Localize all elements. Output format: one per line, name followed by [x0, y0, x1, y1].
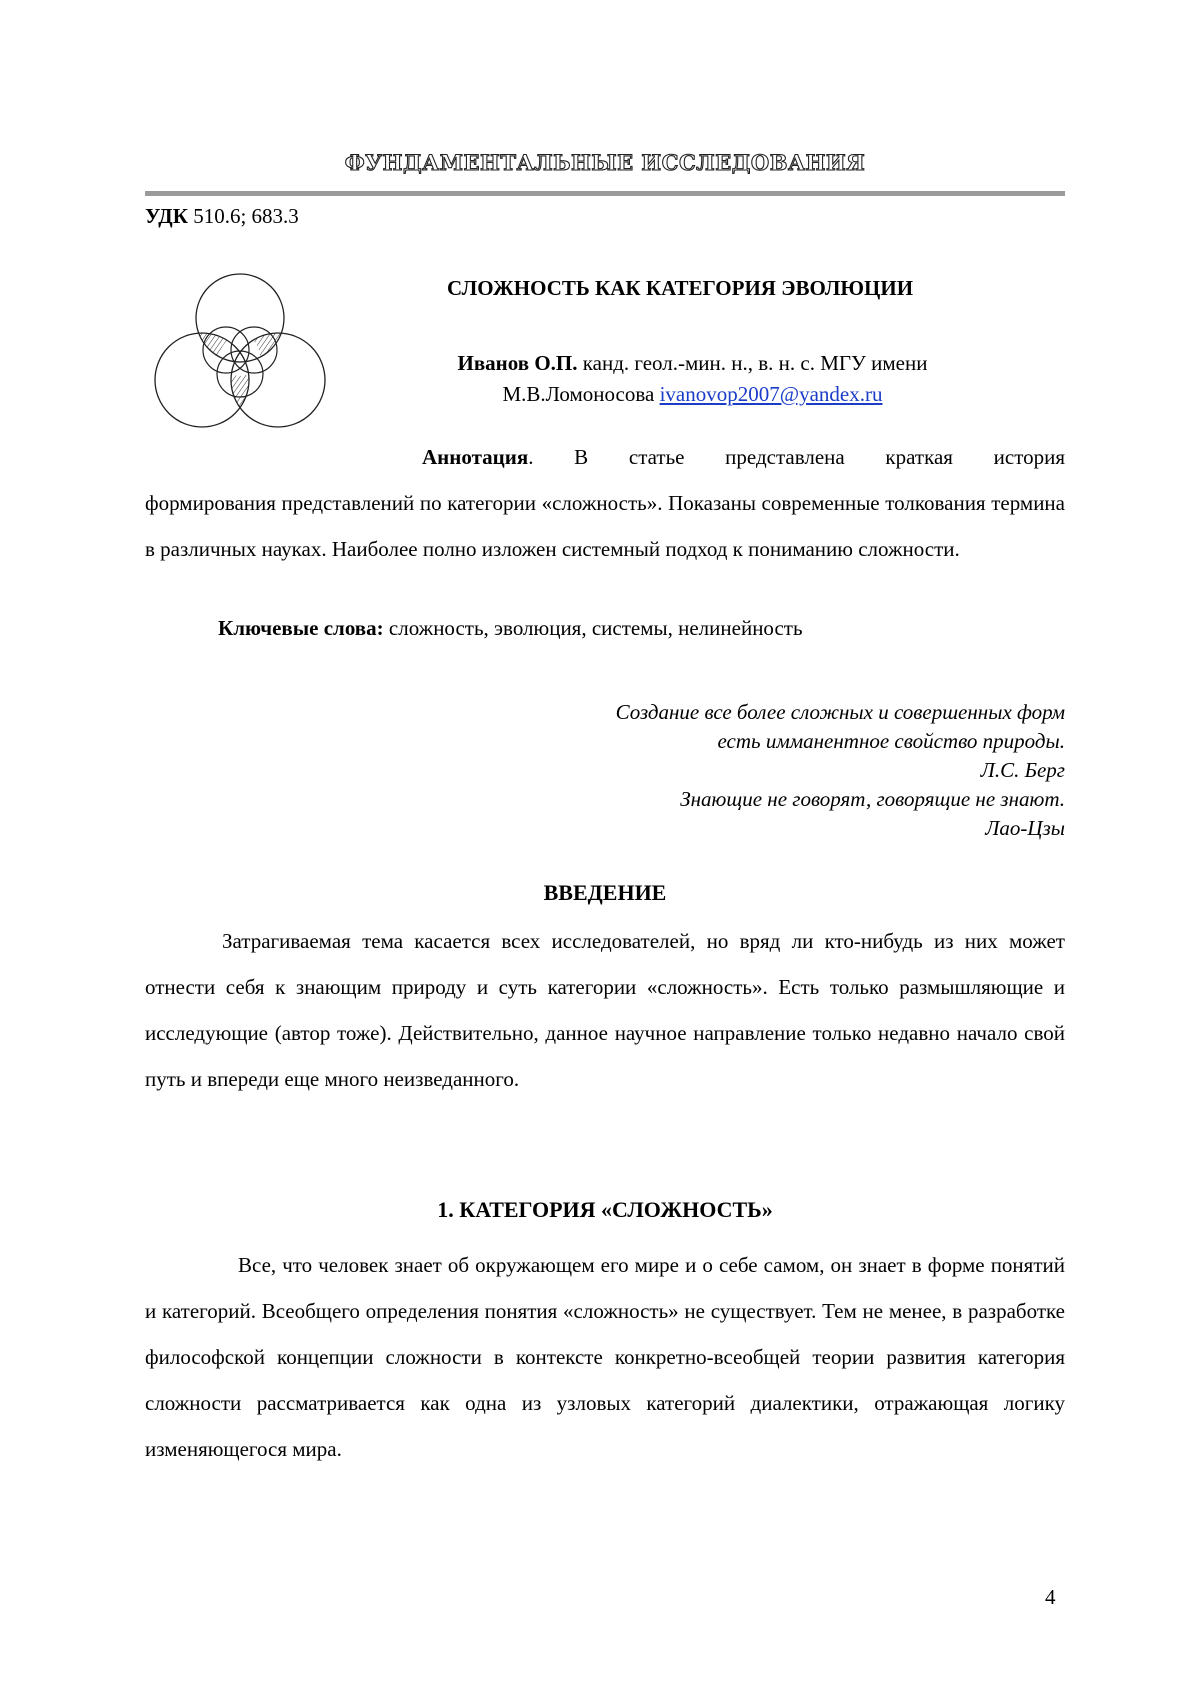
circles-logo-icon [145, 268, 335, 453]
udc-label: УДК [145, 204, 188, 228]
author-affiliation: канд. геол.-мин. н., в. н. с. МГУ имени [582, 351, 928, 375]
author-line-1 [380, 348, 1005, 379]
epigraph-author-1: Л.С. Берг [980, 758, 1065, 782]
article-title: СЛОЖНОСТЬ КАК КАТЕГОРИЯ ЭВОЛЮЦИИ [446, 276, 914, 300]
keywords-text: сложность, эволюция, системы, нелинейность [388, 616, 803, 640]
introduction-paragraph: Затрагиваемая тема касается всех исследователей, но вряд ли кто-нибудь из них может отнести себя к знающим природу и суть категории «сложность». Есть только размышляющие и исследующие (автор тоже). Действительно, данное научное направление только недавно начало свой путь и впереди еще много неизведанного. [145, 929, 1065, 1091]
epigraph-quote-1-line-2: есть имманентное свойство природы. [717, 729, 1065, 753]
abstract-label: Аннотация [422, 445, 529, 469]
udc-value: 510.6; 683.3 [193, 204, 299, 228]
section-1-heading: 1. КАТЕГОРИЯ «СЛОЖНОСТЬ» [437, 1197, 773, 1222]
introduction-heading: ВВЕДЕНИЕ [543, 880, 667, 905]
abstract-first-line [145, 434, 1065, 480]
udc-line [145, 204, 299, 229]
author-university: М.В.Ломоносова [502, 382, 655, 406]
author-block [380, 348, 1005, 410]
author-name: Иванов О.П. [457, 351, 578, 375]
abstract-first-text: . В статье представлена краткая история [528, 445, 1065, 469]
abstract-text: формирования представлений по категории «сложность». Показаны современные толкования термина в различных науках. Наиболее полно изложен системный подход к пониманию сложности. [145, 491, 1065, 561]
author-line-2 [380, 379, 1005, 410]
abstract [145, 434, 1065, 572]
section-1-paragraph: Все, что человек знает об окружающем его мире и о себе самом, он знает в форме понятий и категорий. Всеобщего определения понятия «сложность» не существует. Тем не менее, в разработке философской концепции сложности в контексте конкретно-всеобщей теории развития категория сложности рассматривается как одна из узловых категорий диалектики, отражающая логику изменяющегося мира. [145, 1253, 1065, 1461]
epigraph-author-2: Лао-Цзы [985, 816, 1065, 840]
header-rule [145, 191, 1065, 196]
keywords-label: Ключевые слова: [218, 616, 384, 640]
keywords [218, 616, 803, 641]
epigraph [460, 698, 1065, 843]
page-number: 4 [1045, 1585, 1056, 1609]
author-email-link[interactable]: ivanovop2007@yandex.ru [659, 382, 883, 406]
epigraph-quote-2: Знающие не говорят, говорящие не знают. [680, 787, 1065, 811]
running-head: ФУНДАМЕНТАЛЬНЫЕ ИССЛЕДОВАНИЯ [344, 150, 866, 175]
epigraph-quote-1-line-1: Создание все более сложных и совершенных форм [615, 700, 1065, 724]
